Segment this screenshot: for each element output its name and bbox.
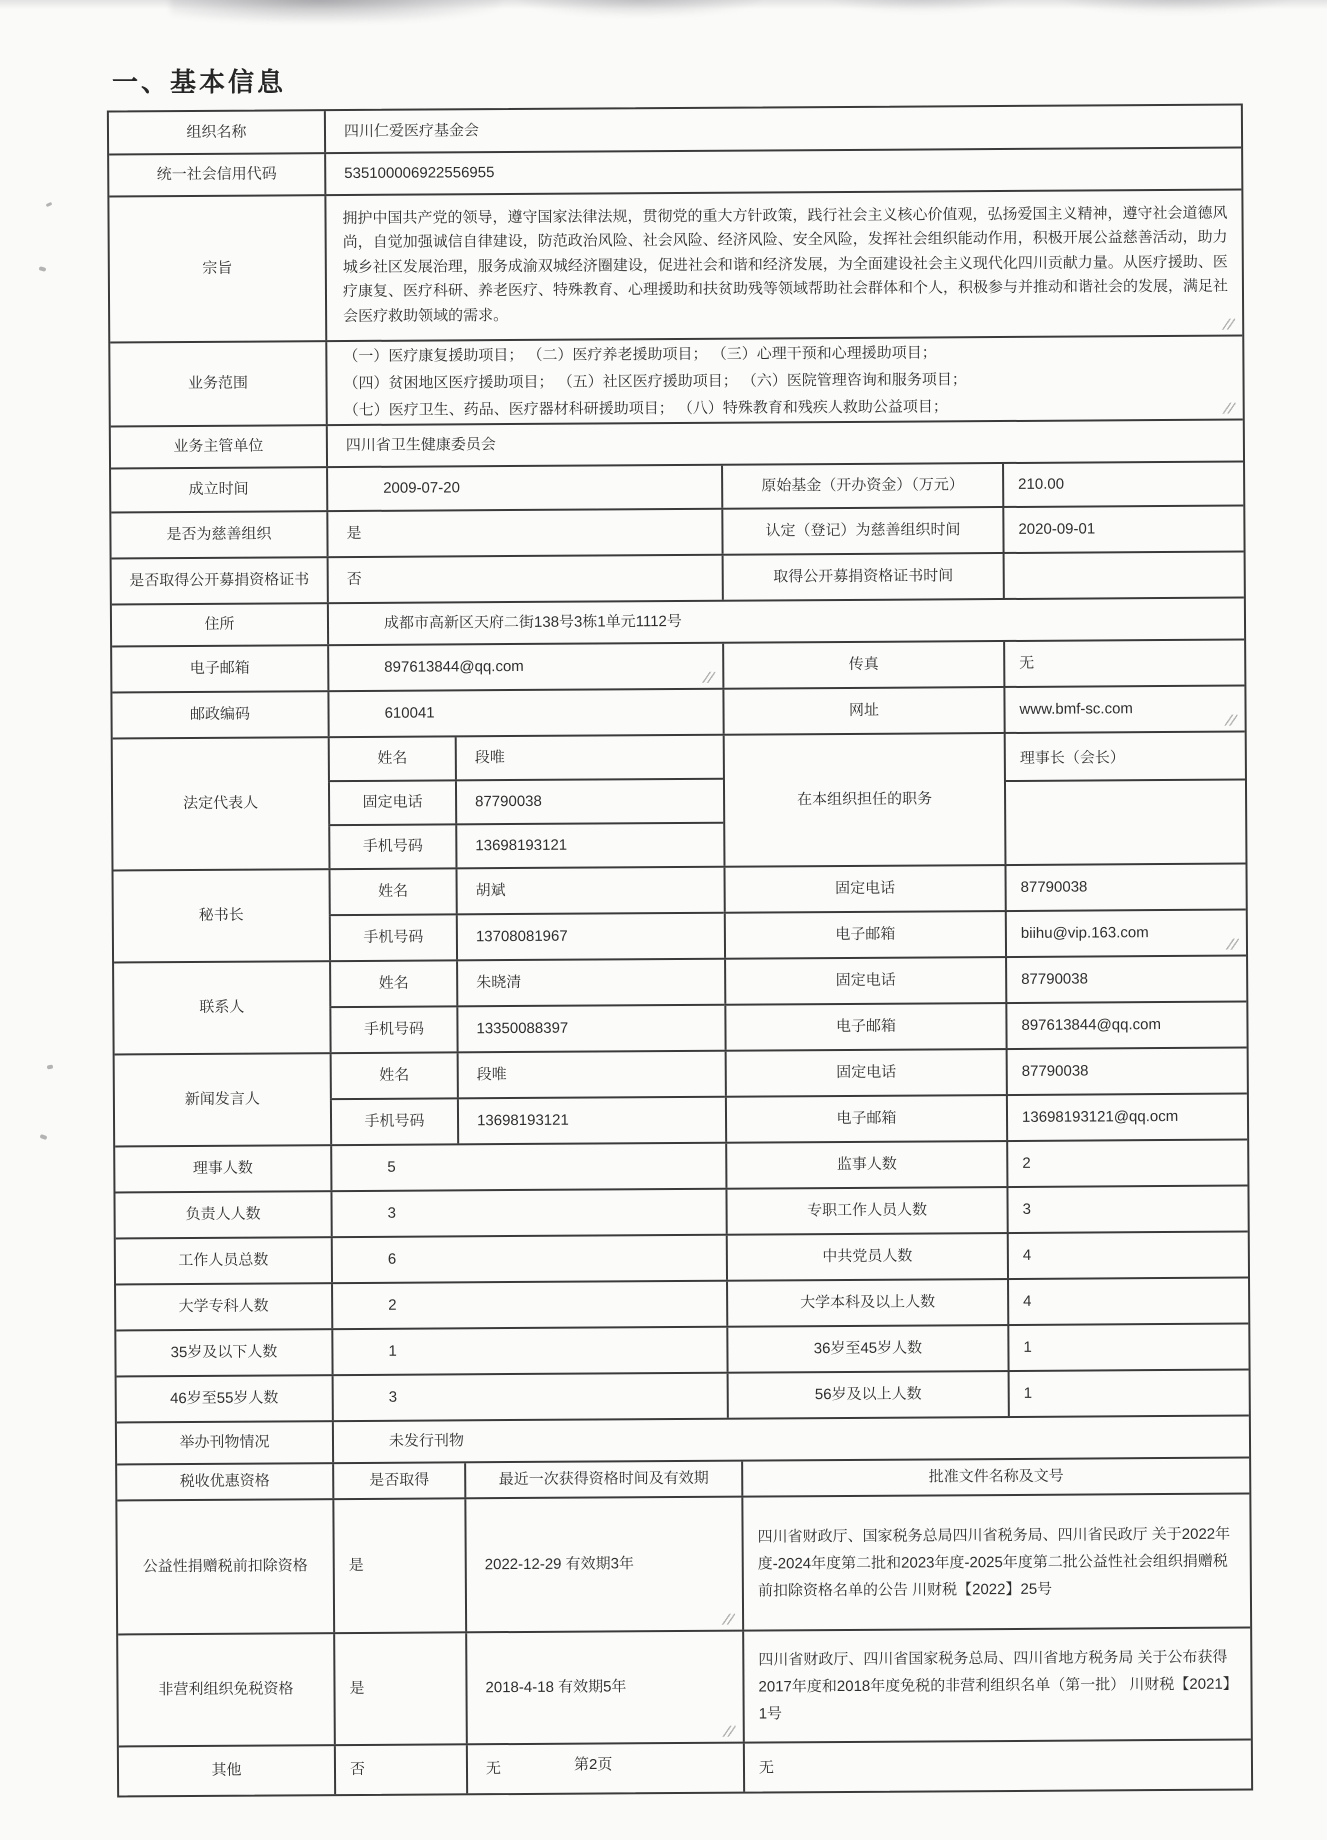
fundraise-cert-label: 是否取得公开募捐资格证书 xyxy=(129,571,310,590)
credit-code-value: 535100006922556955 xyxy=(324,149,1241,195)
email-value: 897613844@qq.com xyxy=(327,644,722,690)
spokesperson-email-label: 电子邮箱 xyxy=(725,1096,1006,1142)
contact-tel-value: 87790038 xyxy=(1005,957,1246,1002)
legal-rep-position-label: 在本组织担任的职务 xyxy=(723,734,1005,866)
contact-name-value: 朱晓清 xyxy=(456,960,724,1006)
contact-right-subtable xyxy=(724,957,1247,1050)
count-label-left: 理事人数 xyxy=(192,1159,253,1177)
fax-value: 无 xyxy=(1003,641,1244,686)
contact-mobile-value: 13350088397 xyxy=(456,1006,724,1052)
purpose-label: 宗旨 xyxy=(202,259,233,277)
secretary-mobile-label: 手机号码 xyxy=(329,915,456,960)
row-count-principals xyxy=(115,1185,1247,1238)
fundraise-cert-value: 否 xyxy=(327,556,722,602)
supervisor-label: 业务主管单位 xyxy=(173,437,264,456)
credit-code-label: 统一社会信用代码 xyxy=(156,165,277,184)
tax-row-document: 四川省财政厅、四川省国家税务总局、四川省地方税务局 关于公布获得2017年度和2018年度免税的非营利组织名单（第一批） 川财税【2021】1号 xyxy=(742,1629,1251,1742)
charity-reg-time-label: 认定（登记）为慈善组织时间 xyxy=(721,508,1002,554)
spokesperson-name-label: 姓名 xyxy=(330,1053,457,1098)
count-value-left: 3 xyxy=(330,1190,725,1236)
legal-rep-tel-label: 固定电话 xyxy=(328,781,455,824)
scope-label: 业务范围 xyxy=(187,374,249,392)
row-purpose xyxy=(109,189,1242,342)
contact-tel-label: 固定电话 xyxy=(724,958,1005,1004)
legal-rep-mobile-value: 13698193121 xyxy=(455,824,723,868)
count-label-right: 中共党员人数 xyxy=(726,1234,1007,1280)
tax-row-obtained: 是 xyxy=(332,1499,465,1632)
charity-reg-time-value: 2020-09-01 xyxy=(1002,507,1243,552)
row-secretary xyxy=(113,863,1246,962)
count-value-left: 1 xyxy=(331,1328,726,1374)
secretary-email-value: biihu@vip.163.com xyxy=(1005,911,1246,956)
page-number: 第2页 xyxy=(574,1756,613,1773)
count-label-right: 大学本科及以上人数 xyxy=(726,1280,1007,1326)
row-is-charity xyxy=(111,505,1243,558)
tax-row-document: 无 xyxy=(743,1741,1251,1792)
count-value-right: 1 xyxy=(1007,1325,1248,1370)
postcode-label: 邮政编码 xyxy=(189,705,251,723)
page-title: 一、基本信息 xyxy=(112,67,287,97)
tax-header-obtained: 是否取得 xyxy=(332,1463,464,1498)
count-label-left: 负责人人数 xyxy=(185,1205,261,1224)
legal-rep-mobile-label: 手机号码 xyxy=(328,825,455,868)
is-charity-value: 是 xyxy=(326,510,721,556)
legal-rep-position-value: 理事长（会长） xyxy=(1019,748,1125,767)
legal-rep-position-col xyxy=(1004,733,1246,864)
scan-speck xyxy=(46,202,53,207)
row-credit-code xyxy=(109,147,1241,196)
row-tax-other xyxy=(119,1739,1251,1796)
row-scope xyxy=(110,335,1242,426)
row-tax-header xyxy=(117,1457,1249,1500)
legal-rep-subtable xyxy=(328,736,724,868)
row-tax-nonprofit-exemption xyxy=(118,1627,1251,1746)
row-spokesperson xyxy=(115,1047,1248,1146)
tax-row-label: 非营利组织免税资格 xyxy=(158,1680,294,1699)
tax-row-period: 2018-4-18 有效期5年 xyxy=(465,1632,743,1744)
purpose-value: 拥护中国共产党的领导，遵守国家法律法规，贯彻党的重大方针政策，践行社会主义核心价值观，弘扬爱国主义精神，遵守社会道德风尚，自觉加强诚信自律建设，防范政治风险、社会风险、经济风险、安全风险，发挥社会组织能动作用，积极开展公益慈善活动，助力城乡社区发展治理，服务成渝双城经济圈建设，促进社会和谐和经济发展，为全面建设社会主义现代化四川贡献力量。从医疗援助、医疗康复、医疗科研、养老医疗、特殊教育、心理援助和扶贫助残等领域帮助社会群体和个人，积极参与并推动和谐社会的发展，满足社会医疗救助领域的需求。 xyxy=(324,191,1242,341)
count-label-left: 35岁及以下人数 xyxy=(170,1343,278,1362)
row-count-college xyxy=(116,1277,1248,1330)
established-label: 成立时间 xyxy=(188,480,249,498)
spokesperson-name-value: 段唯 xyxy=(457,1052,725,1098)
secretary-subtable xyxy=(329,868,725,960)
row-supervisor xyxy=(111,419,1243,468)
scope-line-1: （一）医疗康复援助项目； （二）医疗养老援助项目； （三）心理干预和心理援助项目； xyxy=(343,343,937,365)
secretary-tel-label: 固定电话 xyxy=(723,866,1004,912)
secretary-name-label: 姓名 xyxy=(329,869,456,914)
original-fund-label: 原始基金（开办资金）（万元） xyxy=(721,464,1002,508)
tax-row-label: 其他 xyxy=(211,1761,242,1779)
tax-row-period: 无 xyxy=(466,1744,743,1794)
tax-row-obtained: 否 xyxy=(334,1745,466,1794)
secretary-label: 秘书长 xyxy=(198,906,244,924)
established-value: 2009-07-20 xyxy=(326,466,721,510)
secretary-name-value: 胡斌 xyxy=(456,868,724,914)
count-value-left: 2 xyxy=(331,1282,726,1328)
original-fund-value: 210.00 xyxy=(1002,463,1243,506)
count-label-right: 监事人数 xyxy=(725,1142,1006,1188)
row-email xyxy=(112,639,1244,692)
tax-row-document: 四川省财政厅、国家税务总局四川省税务局、四川省民政厅 关于2022年度-2024年度第二批和2023年度-2025年度第二批公益性社会组织捐赠税前扣除资格名单的公告 川财税【2022】25号 xyxy=(741,1495,1250,1630)
secretary-email-label: 电子邮箱 xyxy=(724,912,1005,958)
supervisor-value: 四川省卫生健康委员会 xyxy=(326,421,1243,467)
scan-speck xyxy=(40,1134,48,1140)
scan-noise-strip xyxy=(0,0,1327,9)
address-value: 成都市高新区天府二街138号3栋1单元1112号 xyxy=(327,599,1244,645)
scope-value xyxy=(325,337,1242,425)
row-count-directors xyxy=(115,1139,1247,1192)
count-label-left: 大学专科人数 xyxy=(178,1297,269,1316)
count-value-right: 3 xyxy=(1006,1187,1247,1232)
scan-speck xyxy=(47,1065,54,1070)
scan-smudge xyxy=(520,0,760,16)
spokesperson-subtable xyxy=(330,1052,726,1144)
fundraise-cert-time-value xyxy=(1003,553,1244,598)
legal-rep-label: 法定代表人 xyxy=(183,794,259,813)
row-address xyxy=(112,597,1244,646)
contact-label: 联系人 xyxy=(199,998,245,1016)
count-value-left: 5 xyxy=(330,1144,725,1190)
count-label-right: 专职工作人员人数 xyxy=(725,1188,1006,1234)
secretary-right-subtable xyxy=(723,865,1246,958)
row-legal-rep xyxy=(113,731,1246,870)
publication-label: 举办刊物情况 xyxy=(179,1433,270,1452)
row-fundraise-cert xyxy=(112,551,1244,604)
tax-header-document: 批准文件名称及文号 xyxy=(741,1459,1249,1496)
email-label: 电子邮箱 xyxy=(189,659,250,677)
postcode-value: 610041 xyxy=(327,690,722,736)
address-label: 住所 xyxy=(204,615,235,633)
count-value-right: 1 xyxy=(1008,1371,1249,1416)
tax-row-period: 2022-12-29 有效期3年 xyxy=(464,1498,742,1632)
row-count-age-under35 xyxy=(116,1323,1248,1376)
spokesperson-label: 新闻发言人 xyxy=(184,1090,260,1109)
row-count-age-46to55 xyxy=(117,1369,1249,1422)
website-label: 网址 xyxy=(722,688,1003,734)
row-publication xyxy=(117,1415,1249,1464)
scope-line-2: （四）贫困地区医疗援助项目； （五）社区医疗援助项目； （六）医院管理咨询和服务项目； xyxy=(343,370,967,392)
row-tax-donation-deduction xyxy=(117,1493,1250,1634)
row-postcode xyxy=(112,685,1244,738)
legal-rep-name-label: 姓名 xyxy=(328,737,455,780)
spokesperson-mobile-label: 手机号码 xyxy=(330,1099,457,1144)
spokesperson-tel-label: 固定电话 xyxy=(725,1050,1006,1096)
contact-mobile-label: 手机号码 xyxy=(329,1007,456,1052)
count-value-right: 2 xyxy=(1006,1141,1247,1186)
contact-name-label: 姓名 xyxy=(329,961,456,1006)
row-established xyxy=(111,461,1243,512)
count-value-left: 3 xyxy=(332,1374,727,1420)
org-name-label: 组织名称 xyxy=(186,123,247,141)
legal-rep-position-empty xyxy=(1006,779,1246,864)
is-charity-label: 是否为慈善组织 xyxy=(166,525,272,544)
fax-label: 传真 xyxy=(722,642,1003,688)
contact-email-label: 电子邮箱 xyxy=(724,1004,1005,1050)
tax-row-obtained: 是 xyxy=(333,1633,466,1744)
row-contact xyxy=(114,955,1247,1054)
scope-line-3: （七）医疗卫生、药品、医疗器材科研援助项目； （八）特殊教育和残疾人救助公益项目； xyxy=(343,397,948,419)
row-org-name xyxy=(109,106,1241,154)
fundraise-cert-time-label: 取得公开募捐资格证书时间 xyxy=(722,554,1003,600)
scan-speck xyxy=(39,266,47,272)
secretary-tel-value: 87790038 xyxy=(1004,865,1245,910)
count-value-left: 6 xyxy=(331,1236,726,1282)
scan-smudge xyxy=(1060,0,1290,13)
website-value: www.bmf-sc.com xyxy=(1003,687,1244,732)
spokesperson-email-value: 13698193121@qq.ocm xyxy=(1006,1095,1247,1140)
tax-row-label: 公益性捐赠税前扣除资格 xyxy=(142,1557,308,1576)
count-label-right: 56岁及以上人数 xyxy=(727,1372,1008,1418)
row-count-staff xyxy=(116,1231,1248,1284)
publication-value: 未发行刊物 xyxy=(332,1417,1249,1463)
contact-subtable xyxy=(329,960,725,1052)
contact-email-value: 897613844@qq.com xyxy=(1005,1003,1246,1048)
spokesperson-tel-value: 87790038 xyxy=(1006,1049,1247,1094)
secretary-mobile-value: 13708081967 xyxy=(456,914,724,960)
tax-header-qualification: 税收优惠资格 xyxy=(179,1472,270,1491)
count-label-left: 工作人员总数 xyxy=(178,1251,269,1270)
spokesperson-right-subtable xyxy=(725,1049,1248,1142)
count-label-left: 46岁至55岁人数 xyxy=(169,1389,279,1408)
count-value-right: 4 xyxy=(1007,1233,1248,1278)
org-name-value: 四川仁爱医疗基金会 xyxy=(324,106,1241,153)
count-label-right: 36岁至45岁人数 xyxy=(726,1326,1007,1372)
scan-smudge xyxy=(170,0,500,22)
basic-info-table xyxy=(107,104,1253,1798)
tax-header-period: 最近一次获得资格时间及有效期 xyxy=(464,1462,741,1498)
count-value-right: 4 xyxy=(1007,1279,1248,1324)
scan-smudge xyxy=(830,0,1010,12)
spokesperson-mobile-value: 13698193121 xyxy=(457,1098,725,1144)
legal-rep-tel-value: 87790038 xyxy=(455,780,723,824)
legal-rep-name-value: 段唯 xyxy=(455,736,723,780)
